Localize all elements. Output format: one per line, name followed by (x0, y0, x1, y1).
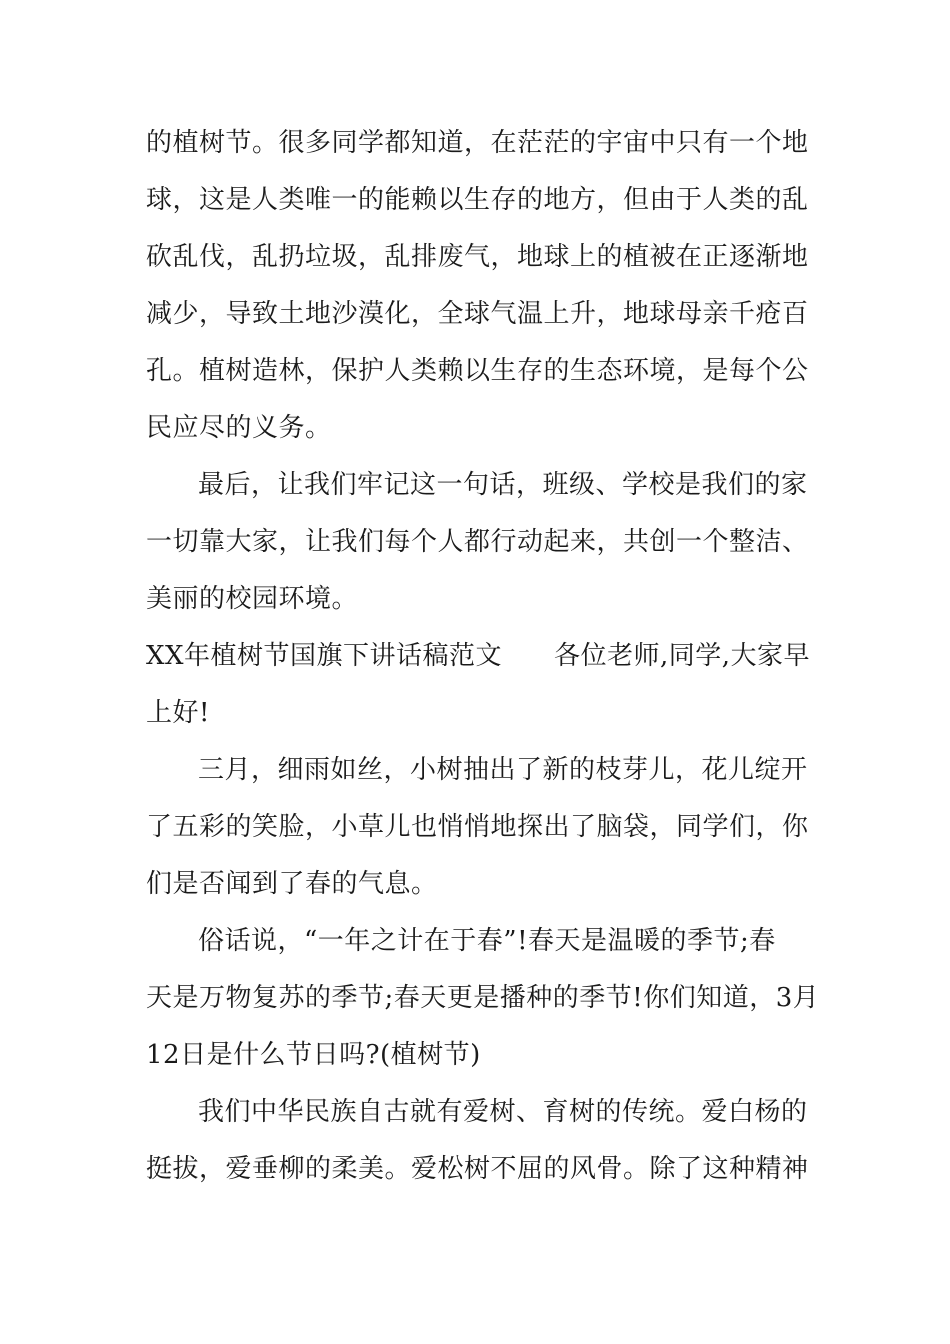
text-line: 球，这是人类唯一的能赖以生存的地方，但由于人类的乱 (146, 185, 809, 215)
text-line: 一切靠大家，让我们每个人都行动起来，共创一个整洁、 (146, 527, 809, 557)
text-line: 们是否闻到了春的气息。 (146, 869, 438, 899)
text-line: 了五彩的笑脸，小草儿也悄悄地探出了脑袋，同学们，你 (146, 812, 809, 842)
greeting-text: 各位老师,同学,大家早 (554, 641, 811, 671)
text-line: 孔。植树造林，保护人类赖以生存的生态环境，是每个公 (146, 356, 809, 386)
text-line: 天是万物复苏的季节;春天更是播种的季节!你们知道，3月 (146, 983, 820, 1013)
text-line: 的植树节。很多同学都知道，在茫茫的宇宙中只有一个地 (146, 128, 809, 158)
text-line: 12日是什么节日吗?(植树节) (146, 1040, 481, 1070)
text-line: 俗话说，“一年之计在于春”!春天是温暖的季节;春 (198, 926, 776, 956)
article-title-line (146, 640, 826, 672)
text-line: 我们中华民族自古就有爱树、育树的传统。爱白杨的 (198, 1097, 808, 1127)
text-line: 上好! (146, 698, 210, 728)
text-line: 挺拔，爱垂柳的柔美。爱松树不屈的风骨。除了这种精神 (146, 1154, 809, 1184)
text-line: 三月，细雨如丝，小树抽出了新的枝芽儿，花儿绽开 (198, 755, 808, 785)
text-line: 民应尽的义务。 (146, 413, 332, 443)
article-title: XX年植树节国旗下讲话稿范文 (146, 641, 503, 671)
text-line: 最后，让我们牢记这一句话，班级、学校是我们的家 (198, 470, 808, 500)
text-line: 砍乱伐，乱扔垃圾，乱排废气，地球上的植被在正逐渐地 (146, 242, 809, 272)
text-line: 减少，导致土地沙漠化，全球气温上升，地球母亲千疮百 (146, 299, 809, 329)
text-line: 美丽的校园环境。 (146, 584, 359, 614)
